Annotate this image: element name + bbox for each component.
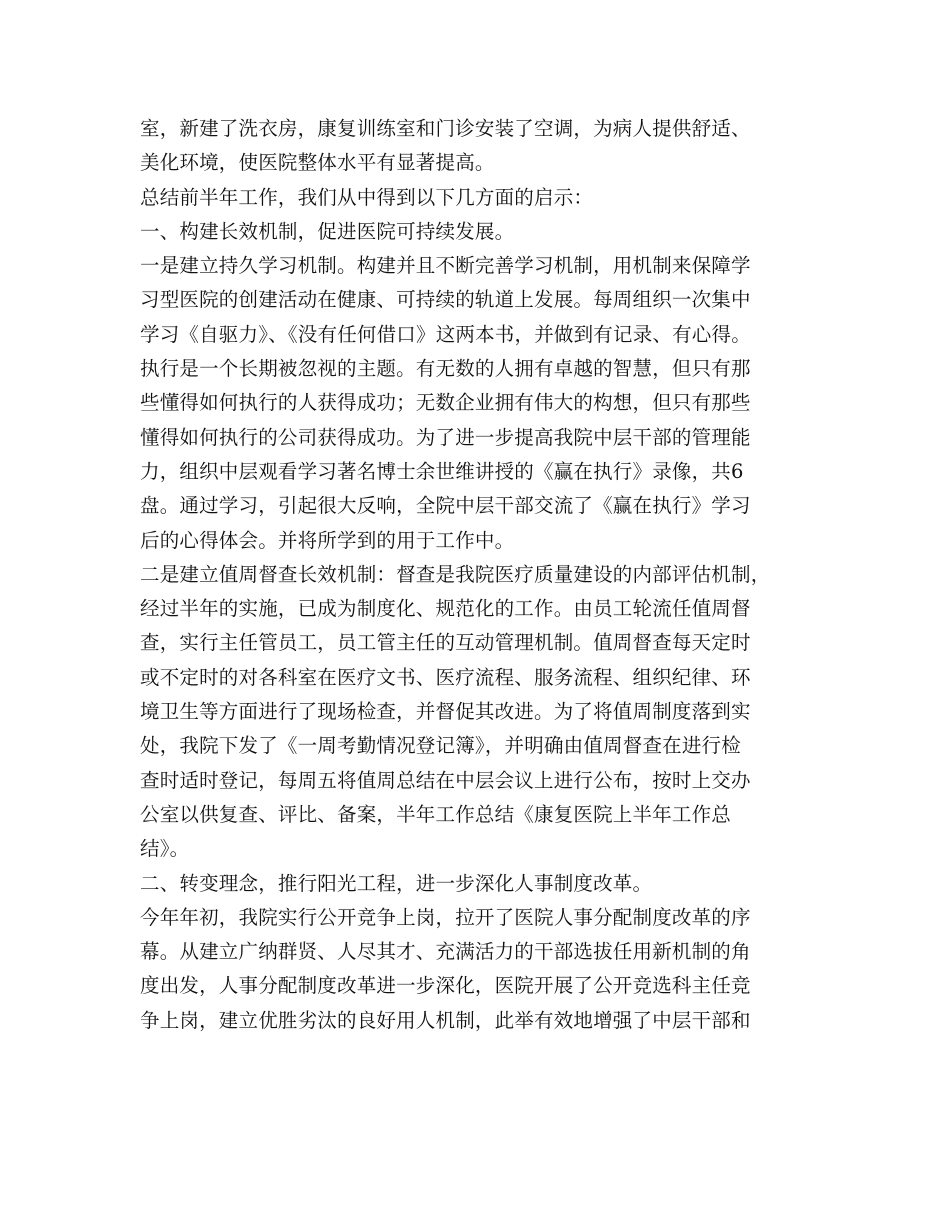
- text-line: 室，新建了洗衣房，康复训练室和门诊安装了空调，为病人提供舒适、: [140, 117, 751, 140]
- text-line: 美化环境，使医院整体水平有显著提高。: [140, 151, 495, 175]
- text-line: 懂得如何执行的公司获得成功。为了进一步提高我院中层干部的管理能: [140, 425, 751, 449]
- text-line: 执行是一个长期被忽视的主题。有无数的人拥有卓越的智慧，但只有那: [140, 357, 751, 381]
- text-line: 公室以供复查、评比、备案，半年工作总结《康复医院上半年工作总: [140, 802, 732, 826]
- text-line: 或不定时的对各科室在医疗文书、医疗流程、服务流程、组织纪律、环: [140, 665, 751, 689]
- text-line: 一是建立持久学习机制。构建并且不断完善学习机制，用机制来保障学: [140, 254, 751, 278]
- section-heading: 一、构建长效机制，促进医院可持续发展。: [140, 219, 515, 243]
- text-line: 结》。: [140, 837, 190, 861]
- text-line: 学习《自驱力》、《没有任何借口》这两本书，并做到有记录、有心得。: [140, 322, 751, 346]
- text-line: 度出发，人事分配制度改革进一步深化，医院开展了公开竞选科主任竞: [140, 974, 751, 998]
- text-line: 习型医院的创建活动在健康、可持续的轨道上发展。每周组织一次集中: [140, 288, 751, 312]
- text-line: 二是建立值周督查长效机制：督查是我院医疗质量建设的内部评估机制，: [140, 562, 771, 586]
- text-line: 处，我院下发了《一周考勤情况登记簿》，并明确由值周督查在进行检: [140, 734, 741, 758]
- text-line: 力，组织中层观看学习著名博士余世维讲授的《赢在执行》录像，共6: [140, 459, 744, 483]
- text-line: 总结前半年工作，我们从中得到以下几方面的启示：: [140, 185, 594, 209]
- section-heading: 二、转变理念，推行阳光工程，进一步深化人事制度改革。: [140, 871, 653, 895]
- text-line: 今年年初，我院实行公开竞争上岗，拉开了医院人事分配制度改革的序: [140, 905, 751, 929]
- text-line: 争上岗，建立优胜劣汰的良好用人机制，此举有效地增强了中层干部和: [140, 1008, 751, 1032]
- text-line: 经过半年的实施，已成为制度化、规范化的工作。由员工轮流任值周督: [140, 597, 751, 621]
- text-line: 后的心得体会。并将所学到的用于工作中。: [140, 528, 515, 552]
- text-line: 境卫生等方面进行了现场检查，并督促其改进。为了将值周制度落到实: [140, 700, 751, 724]
- text-line: 查，实行主任管员工，员工管主任的互动管理机制。值周督查每天定时: [140, 631, 751, 655]
- text-line: 些懂得如何执行的人获得成功；无数企业拥有伟大的构想，但只有那些: [140, 391, 751, 415]
- text-line: 幕。从建立广纳群贤、人尽其才、充满活力的干部选拔任用新机制的角: [140, 940, 751, 964]
- text-line: 查时适时登记，每周五将值周总结在中层会议上进行公布，按时上交办: [140, 768, 751, 792]
- document-body: [140, 112, 830, 1038]
- text-line: 盘。通过学习，引起很大反响，全院中层干部交流了《赢在执行》学习: [140, 494, 751, 518]
